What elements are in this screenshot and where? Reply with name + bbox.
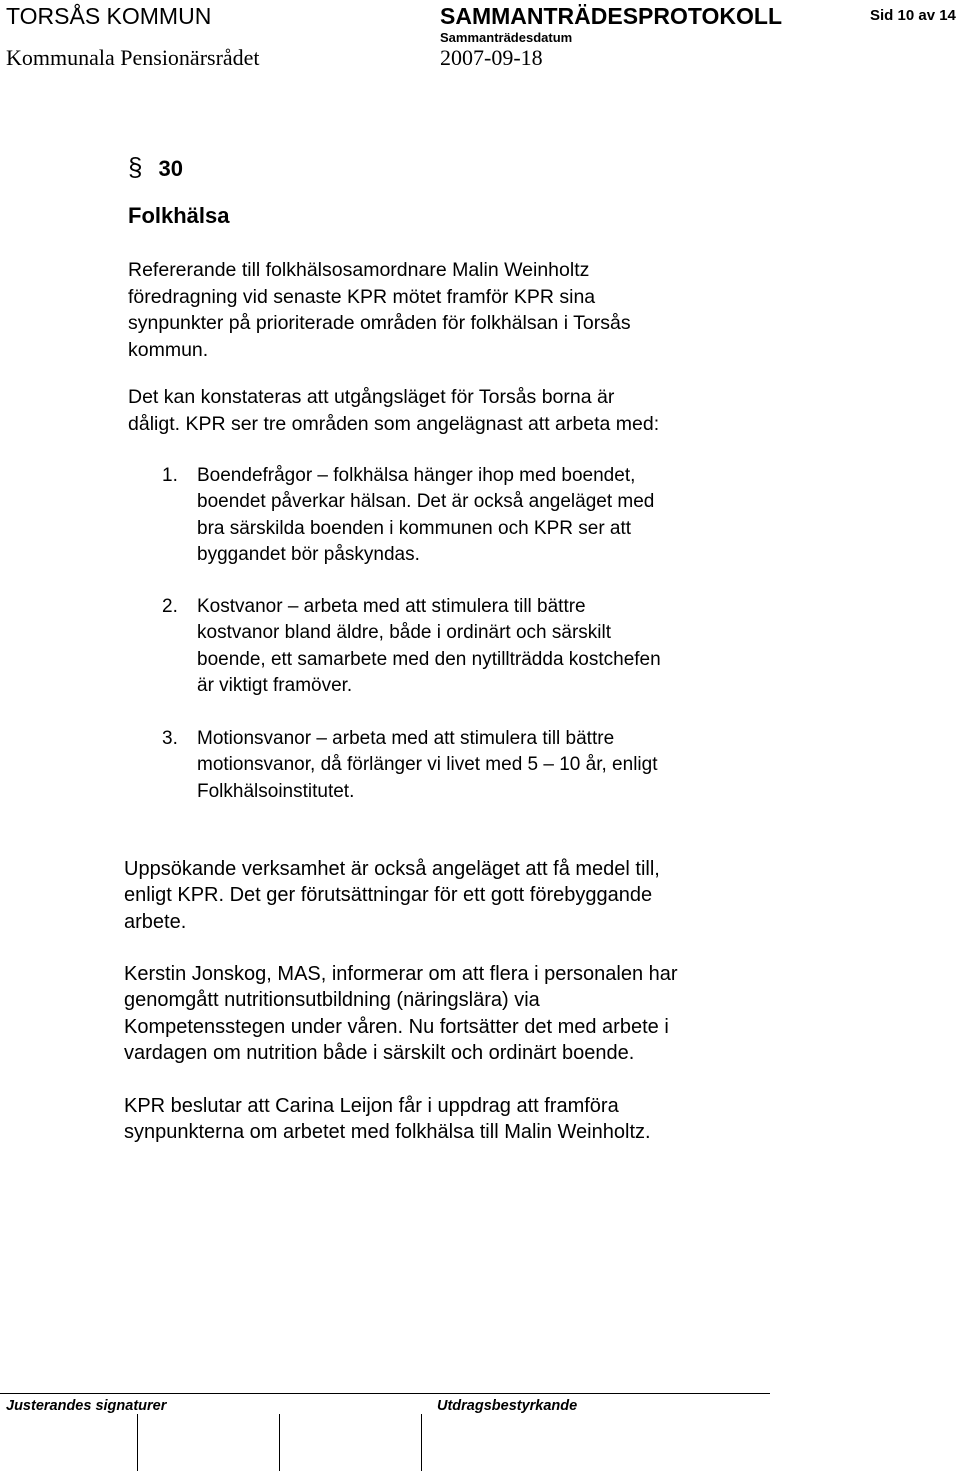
text-line: Uppsökande verksamhet är också angeläget att få medel till, [124,858,660,880]
text-line: är viktigt framöver. [197,674,353,696]
intro-paragraph [128,257,631,363]
text-line: Det kan konstateras att utgångsläget för Torsås borna är [128,386,615,408]
list-item-number: 1. [162,465,178,486]
department-name: Kommunala Pensionärsrådet [6,45,260,70]
meeting-date: 2007-09-18 [440,45,543,70]
text-line: bra särskilda boenden i kommunen och KPR ser att [197,517,632,539]
text-line: boendet påverkar hälsan. Det är också angeläget med [197,491,655,513]
section-number [128,152,183,183]
page-number: Sid 10 av 14 [870,7,956,24]
meeting-date-label: Sammanträdesdatum [440,30,573,45]
text-line: synpunkterna om arbetet med folkhälsa till Malin Weinholtz. [124,1121,651,1144]
text-line: synpunkter på prioriterade områden för folkhälsan i Torsås [128,312,631,334]
text-line: föredragning vid senaste KPR mötet framför KPR sina [128,285,596,308]
section-title: Folkhälsa [128,203,230,228]
text-line: boende, ett samarbete med den nytillträdda kostchefen [197,648,661,670]
text-line: vardagen om nutrition både i särskilt och ordinärt boende. [124,1041,635,1064]
outreach-paragraph [124,856,660,935]
paragraph-symbol: § [128,152,143,182]
municipality-name: TORSÅS KOMMUN [6,3,212,29]
text-line: motionsvanor, då förlänger vi livet med 5 – 10 år, enligt [197,754,658,776]
list-item-number: 3. [162,728,178,749]
signature-box-divider [137,1414,138,1471]
text-line: arbete. [124,910,187,933]
text-line: genomgått nutritionsutbildning (näringslära) via [124,989,540,1012]
signatures-label: Justerandes signaturer [6,1398,167,1414]
section-number-value: 30 [158,156,183,181]
text-line: dåligt. KPR ser tre områden som angelägnast att arbeta med: [128,412,660,435]
status-paragraph [128,384,659,437]
text-line: kommun. [128,338,209,361]
text-line: Motionsvanor – arbeta med att stimulera till bättre [197,728,615,749]
list-item-text [197,463,787,568]
text-line: kostvanor bland äldre, både i ordinärt och särskilt [197,622,612,644]
text-line: Kerstin Jonskog, MAS, informerar om att flera i personalen har [124,963,678,985]
extract-certification-label: Utdragsbestyrkande [437,1398,578,1414]
list-item-number: 2. [162,596,178,617]
text-line: Refererande till folkhälsosamordnare Malin Weinholtz [128,259,590,281]
text-line: enligt KPR. Det ger förutsättningar för ett gott förebyggande [124,884,653,907]
document-title: SAMMANTRÄDESPROTOKOLL [440,3,783,29]
text-line: byggandet bör påskyndas. [197,543,420,565]
list-item-text [197,594,787,699]
text-line: Boendefrågor – folkhälsa hänger ihop med boendet, [197,465,636,486]
signature-box-divider [279,1414,280,1471]
signature-divider [0,1393,770,1394]
decision-paragraph [124,1093,651,1146]
list-item-text [197,726,787,805]
signature-box-divider [421,1414,422,1471]
text-line: Kostvanor – arbeta med att stimulera till bättre [197,596,586,617]
nutrition-paragraph [124,961,678,1066]
text-line: Folkhälsoinstitutet. [197,780,355,802]
text-line: KPR beslutar att Carina Leijon får i uppdrag att framföra [124,1095,619,1117]
text-line: Kompetensstegen under våren. Nu fortsätter det med arbete i [124,1015,669,1038]
